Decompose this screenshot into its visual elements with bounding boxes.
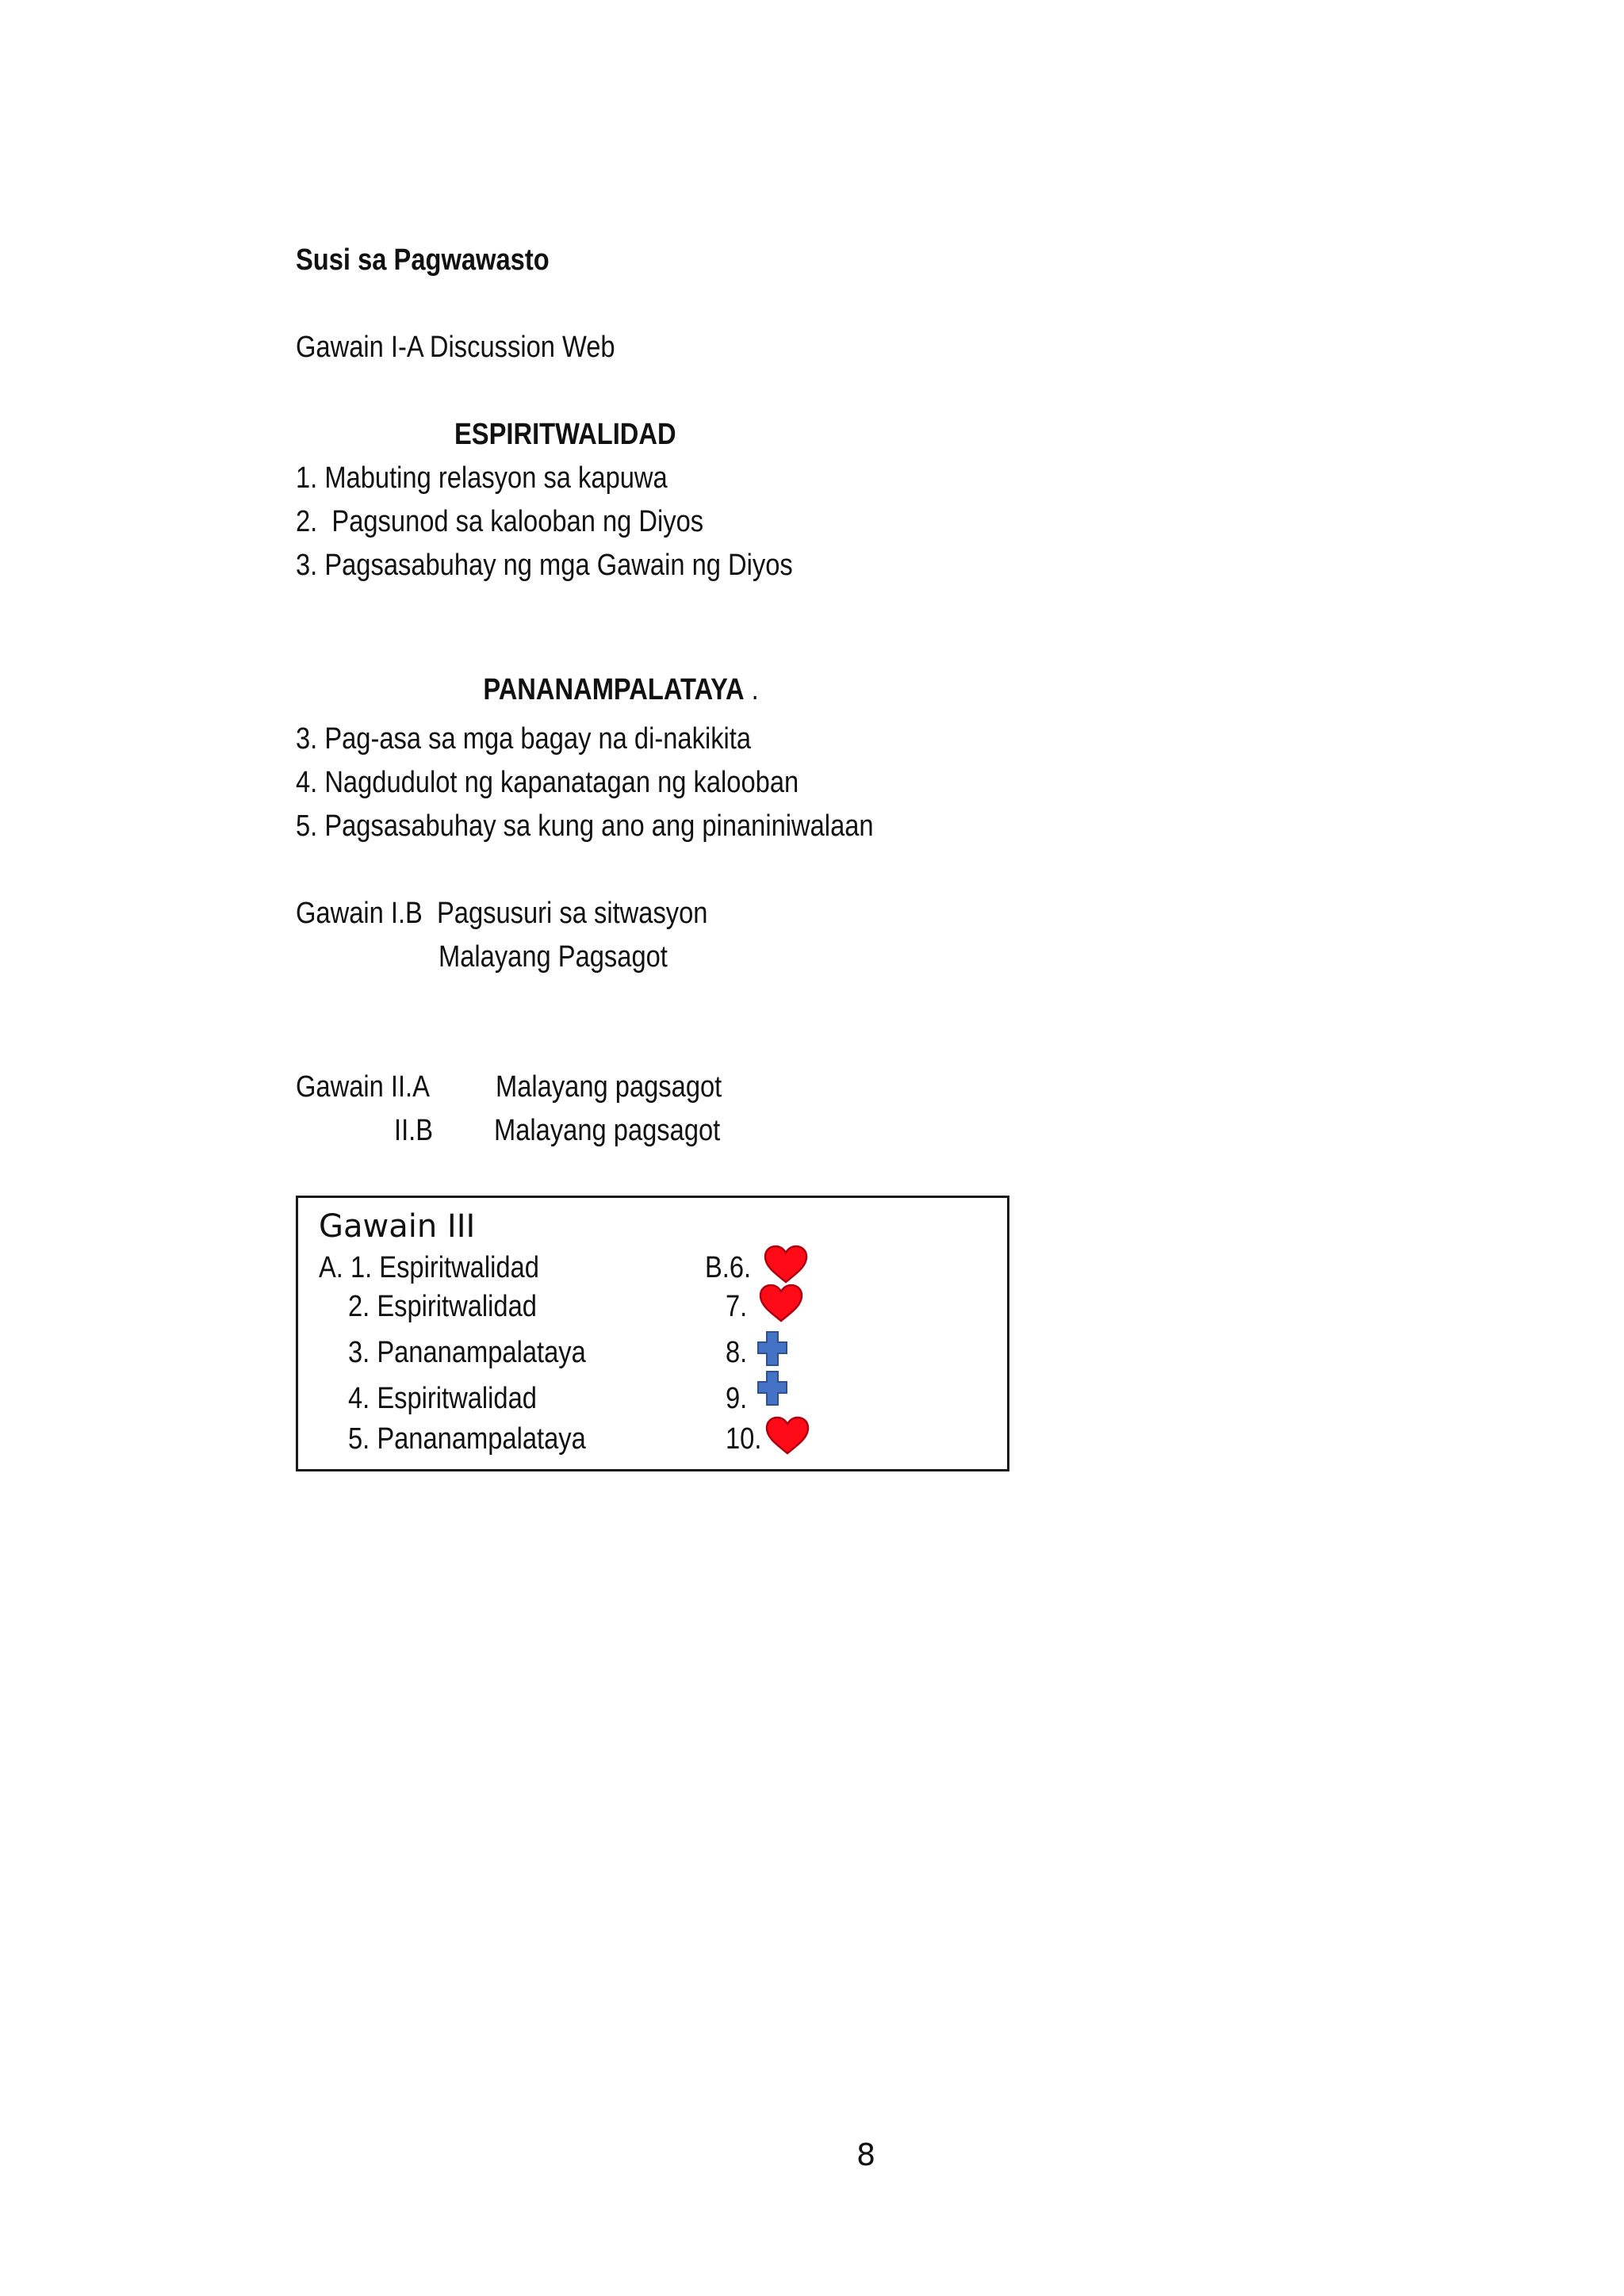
gawain-2b-answer: Malayang pagsagot [494, 1114, 721, 1147]
gawain-1b-answer: Malayang Pagsagot [439, 940, 668, 974]
gawain-3-row [298, 1420, 1007, 1461]
espiritwalidad-item-3: 3. Pagsasabuhay ng mga Gawain ng Diyos [296, 549, 793, 582]
gawain-3-right-number: B.6. [705, 1251, 752, 1284]
pananampalataya-item-3: 3. Pag-asa sa mga bagay na di-nakikita [296, 722, 752, 756]
heart-icon [763, 1244, 809, 1285]
gawain-3-row [298, 1334, 1007, 1375]
gawain-3-row [298, 1249, 1007, 1290]
gawain-3-right-number: 10. [726, 1422, 762, 1456]
gawain-3-title: Gawain III [319, 1208, 476, 1245]
gawain-3-right-number: 7. [726, 1290, 748, 1323]
espiritwalidad-heading: ESPIRITWALIDAD [454, 418, 676, 451]
pananampalataya-heading-suffix: . [744, 673, 759, 706]
gawain-3-row [298, 1380, 1007, 1421]
pananampalataya-item-4: 4. Nagdudulot ng kapanatagan ng kalooban [296, 766, 799, 799]
page-number: 8 [856, 2137, 876, 2172]
gawain-1b-title: Gawain I.B Pagsusuri sa sitwasyon [296, 897, 708, 930]
pananampalataya-item-5: 5. Pagsasabuhay sa kung ano ang pinaniniwalaan [296, 809, 874, 843]
espiritwalidad-item-2: 2. Pagsunod sa kalooban ng Diyos [296, 505, 704, 538]
gawain-3-right-number: 8. [726, 1336, 748, 1369]
heart-icon [758, 1283, 804, 1324]
gawain-3-left-answer: 4. Espiritwalidad [348, 1382, 537, 1415]
gawain-3-row [298, 1288, 1007, 1329]
cross-icon [755, 1368, 790, 1408]
gawain-2a-label: Gawain II.A [296, 1070, 430, 1104]
gawain-3-left-answer: 3. Pananampalataya [348, 1336, 586, 1369]
espiritwalidad-item-1: 1. Mabuting relasyon sa kapuwa [296, 461, 668, 495]
gawain-3-left-answer: 2. Espiritwalidad [348, 1290, 537, 1323]
pananampalataya-heading: PANANAMPALATAYA [483, 673, 745, 706]
gawain-2b-label: II.B [394, 1114, 434, 1147]
gawain-3-right-number: 9. [726, 1382, 748, 1415]
gawain-1a-title: Gawain I-A Discussion Web [296, 331, 615, 364]
gawain-3-left-answer: 5. Pananampalataya [348, 1422, 586, 1456]
heart-icon [764, 1415, 810, 1456]
gawain-3-left-answer: A. 1. Espiritwalidad [319, 1251, 539, 1284]
cross-icon [755, 1329, 790, 1368]
gawain-2a-answer: Malayang pagsagot [496, 1070, 722, 1104]
gawain-3-answer-box [296, 1196, 1009, 1471]
answer-key-heading: Susi sa Pagwawasto [296, 243, 550, 277]
